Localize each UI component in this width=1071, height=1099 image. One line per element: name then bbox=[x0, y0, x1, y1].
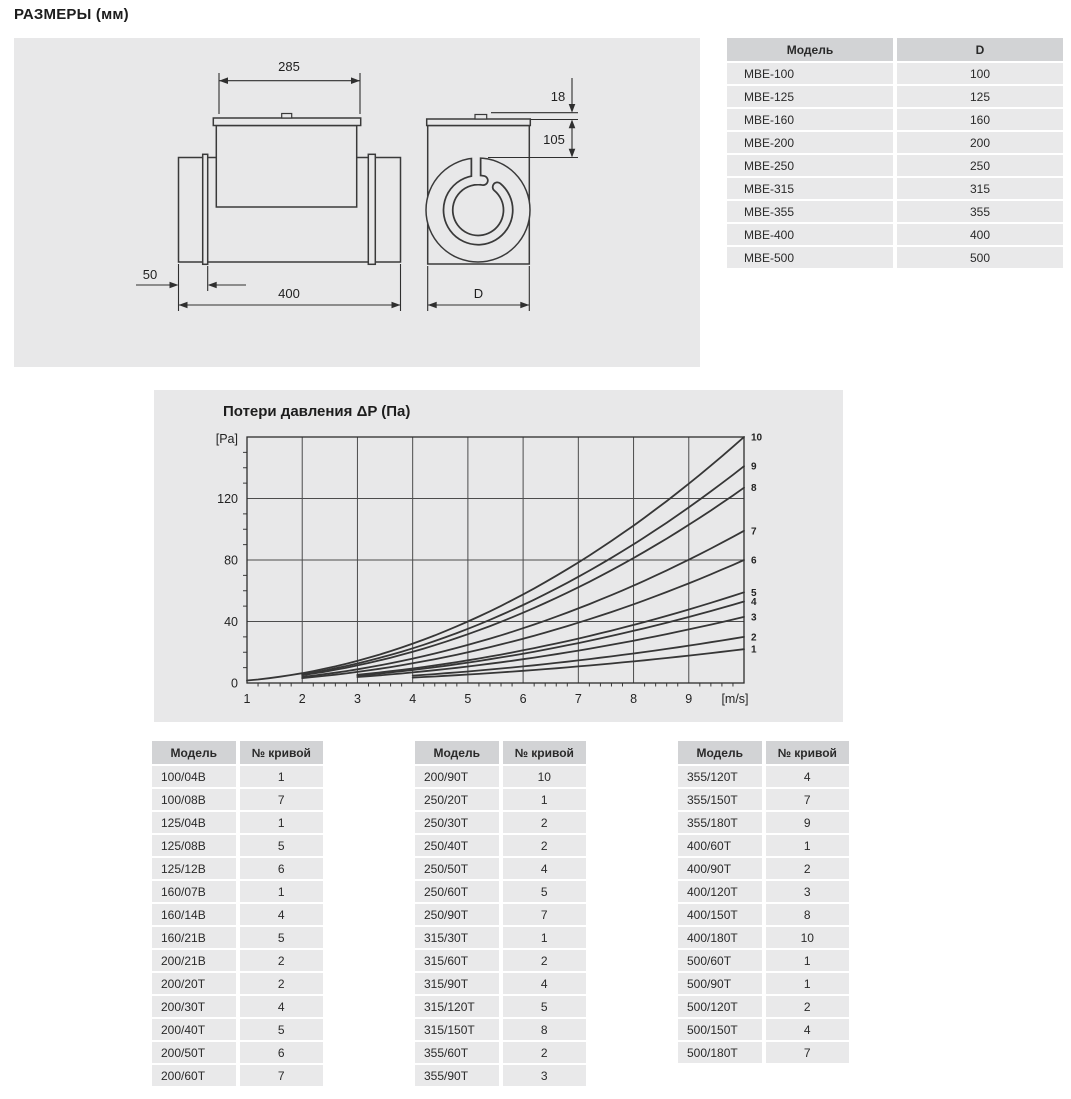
value-cell: 2 bbox=[503, 1042, 587, 1063]
table-row bbox=[415, 812, 586, 833]
table-header bbox=[727, 38, 1063, 61]
svg-text:2: 2 bbox=[298, 692, 306, 706]
model-cell: 125/08В bbox=[152, 835, 236, 856]
table-row bbox=[152, 812, 323, 833]
svg-text:0: 0 bbox=[231, 676, 238, 691]
model-cell: МВЕ-250 bbox=[727, 155, 893, 176]
value-cell: 10 bbox=[766, 927, 850, 948]
model-cell: 315/60Т bbox=[415, 950, 499, 971]
table-header bbox=[415, 741, 586, 764]
value-cell: 6 bbox=[240, 1042, 324, 1063]
table-row bbox=[152, 950, 323, 971]
table-row bbox=[415, 950, 586, 971]
model-cell: 200/30Т bbox=[152, 996, 236, 1017]
table-row bbox=[727, 224, 1063, 245]
model-cell: 160/07В bbox=[152, 881, 236, 902]
value-cell: 400 bbox=[897, 224, 1063, 245]
column-header-model: Модель bbox=[415, 741, 499, 764]
model-cell: 250/20Т bbox=[415, 789, 499, 810]
value-cell: 3 bbox=[503, 1065, 587, 1086]
svg-text:120: 120 bbox=[217, 492, 238, 506]
value-cell: 125 bbox=[897, 86, 1063, 107]
pressure-loss-chart bbox=[154, 390, 843, 722]
value-cell: 315 bbox=[897, 178, 1063, 199]
table-row bbox=[678, 835, 849, 856]
value-cell: 1 bbox=[503, 927, 587, 948]
value-cell: 8 bbox=[766, 904, 850, 925]
value-cell: 1 bbox=[766, 973, 850, 994]
table-row bbox=[415, 1019, 586, 1040]
dimension-400 bbox=[179, 264, 401, 311]
curve-label-8: 8 bbox=[751, 483, 757, 495]
value-cell: 9 bbox=[766, 812, 850, 833]
value-cell: 4 bbox=[766, 1019, 850, 1040]
curve-label-7: 7 bbox=[751, 526, 757, 538]
svg-text:1: 1 bbox=[243, 692, 251, 706]
arrow-left-icon bbox=[219, 77, 228, 84]
svg-text:9: 9 bbox=[685, 692, 693, 706]
dimension-50 bbox=[136, 264, 246, 311]
side-view bbox=[179, 114, 401, 265]
value-cell: 250 bbox=[897, 155, 1063, 176]
model-cell: МВЕ-315 bbox=[727, 178, 893, 199]
model-cell: 355/90Т bbox=[415, 1065, 499, 1086]
curve-label-2: 2 bbox=[751, 632, 757, 644]
value-cell: 4 bbox=[503, 973, 587, 994]
value-cell: 7 bbox=[240, 789, 324, 810]
value-cell: 2 bbox=[240, 973, 324, 994]
model-cell: 200/60Т bbox=[152, 1065, 236, 1086]
svg-text:80: 80 bbox=[224, 553, 238, 568]
table-row bbox=[727, 132, 1063, 153]
column-header-model: Модель bbox=[152, 741, 236, 764]
value-cell: 160 bbox=[897, 109, 1063, 130]
svg-text:4: 4 bbox=[409, 692, 417, 706]
value-cell: 5 bbox=[240, 927, 324, 948]
arrow-right-icon bbox=[170, 282, 179, 289]
dim-diameter-label: D bbox=[473, 286, 484, 301]
model-cell: 400/150Т bbox=[678, 904, 762, 925]
dimension-18 bbox=[491, 78, 578, 120]
cable-gland-front bbox=[475, 115, 487, 120]
table-row bbox=[678, 1042, 849, 1063]
model-cell: 315/30Т bbox=[415, 927, 499, 948]
value-cell: 5 bbox=[503, 996, 587, 1017]
value-cell: 2 bbox=[766, 996, 850, 1017]
curve-table-1 bbox=[152, 741, 323, 1088]
value-cell: 2 bbox=[503, 812, 587, 833]
table-row bbox=[727, 155, 1063, 176]
value-cell: 3 bbox=[766, 881, 850, 902]
table-header bbox=[678, 741, 849, 764]
value-cell: 500 bbox=[897, 247, 1063, 268]
model-cell: 355/60Т bbox=[415, 1042, 499, 1063]
table-row bbox=[152, 858, 323, 879]
model-cell: 250/40Т bbox=[415, 835, 499, 856]
dimension-D bbox=[428, 266, 530, 311]
table-row bbox=[678, 1019, 849, 1040]
model-diameter-table bbox=[727, 38, 1063, 270]
model-cell: 250/30Т bbox=[415, 812, 499, 833]
arrow-left-icon bbox=[208, 282, 217, 289]
svg-text:5: 5 bbox=[464, 692, 472, 706]
casing-lid-front bbox=[427, 119, 531, 126]
value-cell: 2 bbox=[503, 835, 587, 856]
table-header bbox=[152, 741, 323, 764]
value-cell: 5 bbox=[240, 835, 324, 856]
model-cell: 200/40Т bbox=[152, 1019, 236, 1040]
model-cell: 200/90Т bbox=[415, 766, 499, 787]
model-cell: 200/50Т bbox=[152, 1042, 236, 1063]
table-row bbox=[152, 973, 323, 994]
value-cell: 7 bbox=[240, 1065, 324, 1086]
value-cell: 4 bbox=[503, 858, 587, 879]
value-cell: 100 bbox=[897, 63, 1063, 84]
value-cell: 5 bbox=[503, 881, 587, 902]
value-cell: 355 bbox=[897, 201, 1063, 222]
dim-tab-height-label: 18 bbox=[550, 89, 566, 104]
value-cell: 1 bbox=[766, 950, 850, 971]
value-cell: 4 bbox=[240, 904, 324, 925]
value-cell: 2 bbox=[503, 950, 587, 971]
duct-heater-drawing bbox=[14, 38, 700, 367]
model-cell: 355/150Т bbox=[678, 789, 762, 810]
pressure-curve-10 bbox=[247, 437, 744, 681]
value-cell: 10 bbox=[503, 766, 587, 787]
value-cell: 8 bbox=[503, 1019, 587, 1040]
value-cell: 1 bbox=[240, 881, 324, 902]
value-cell: 1 bbox=[240, 812, 324, 833]
table-row bbox=[415, 996, 586, 1017]
table-row bbox=[152, 835, 323, 856]
model-cell: 400/180Т bbox=[678, 927, 762, 948]
x-unit-label: [m/s] bbox=[721, 692, 749, 706]
value-cell: 7 bbox=[766, 789, 850, 810]
value-cell: 2 bbox=[766, 858, 850, 879]
table-row bbox=[415, 927, 586, 948]
table-row bbox=[678, 996, 849, 1017]
arrow-right-icon bbox=[351, 77, 360, 84]
curve-label-5: 5 bbox=[751, 587, 757, 599]
table-row bbox=[415, 789, 586, 810]
value-cell: 5 bbox=[240, 1019, 324, 1040]
model-cell: 160/14В bbox=[152, 904, 236, 925]
value-cell: 7 bbox=[503, 904, 587, 925]
control-box bbox=[216, 126, 356, 208]
table-row bbox=[415, 1042, 586, 1063]
model-cell: 400/120Т bbox=[678, 881, 762, 902]
curve-label-4: 4 bbox=[751, 597, 757, 609]
arrow-right-icon bbox=[392, 302, 401, 309]
table-row bbox=[152, 996, 323, 1017]
table-row bbox=[678, 927, 849, 948]
axis-minor-ticks bbox=[243, 452, 733, 686]
svg-text:6: 6 bbox=[519, 692, 527, 706]
value-cell: 200 bbox=[897, 132, 1063, 153]
table-row bbox=[152, 927, 323, 948]
column-header-d: D bbox=[897, 38, 1063, 61]
model-cell: МВЕ-160 bbox=[727, 109, 893, 130]
model-cell: 100/08В bbox=[152, 789, 236, 810]
value-cell: 2 bbox=[240, 950, 324, 971]
svg-text:40: 40 bbox=[224, 615, 238, 629]
pressure-loss-chart-panel bbox=[154, 390, 843, 722]
table-row bbox=[727, 86, 1063, 107]
pressure-curve-4 bbox=[357, 602, 744, 676]
page-title: РАЗМЕРЫ (мм) bbox=[14, 6, 129, 23]
cable-gland bbox=[282, 114, 292, 119]
model-cell: 160/21В bbox=[152, 927, 236, 948]
model-cell: 315/150Т bbox=[415, 1019, 499, 1040]
model-cell: 500/60Т bbox=[678, 950, 762, 971]
value-cell: 6 bbox=[240, 858, 324, 879]
table-row bbox=[678, 858, 849, 879]
model-cell: 200/20Т bbox=[152, 973, 236, 994]
curve-label-1: 1 bbox=[751, 644, 757, 656]
value-cell: 1 bbox=[503, 789, 587, 810]
model-cell: МВЕ-355 bbox=[727, 201, 893, 222]
value-cell: 4 bbox=[240, 996, 324, 1017]
curve-label-10: 10 bbox=[751, 432, 763, 444]
table-row bbox=[727, 201, 1063, 222]
table-row bbox=[415, 835, 586, 856]
table-row bbox=[727, 109, 1063, 130]
table-row bbox=[152, 1065, 323, 1086]
x-axis-labels bbox=[244, 692, 749, 706]
y-axis-labels bbox=[216, 432, 238, 691]
table-row bbox=[415, 1065, 586, 1086]
flange-left bbox=[203, 154, 208, 264]
table-row bbox=[678, 904, 849, 925]
arrow-left-icon bbox=[428, 302, 437, 309]
curve-label-9: 9 bbox=[751, 461, 757, 473]
model-cell: 125/12В bbox=[152, 858, 236, 879]
table-row bbox=[678, 881, 849, 902]
model-cell: 250/90Т bbox=[415, 904, 499, 925]
curve-label-3: 3 bbox=[751, 612, 757, 624]
dim-box-width-label: 285 bbox=[278, 59, 300, 74]
table-row bbox=[678, 789, 849, 810]
model-cell: 500/120Т bbox=[678, 996, 762, 1017]
model-cell: МВЕ-125 bbox=[727, 86, 893, 107]
table-row bbox=[678, 766, 849, 787]
value-cell: 1 bbox=[766, 835, 850, 856]
value-cell: 1 bbox=[240, 766, 324, 787]
model-cell: 500/180Т bbox=[678, 1042, 762, 1063]
chart-title: Потери давления ΔP (Па) bbox=[223, 403, 411, 420]
model-cell: 500/90Т bbox=[678, 973, 762, 994]
model-cell: 250/60Т bbox=[415, 881, 499, 902]
arrow-down-icon bbox=[569, 104, 576, 113]
table-row bbox=[152, 789, 323, 810]
model-cell: 100/04В bbox=[152, 766, 236, 787]
column-header-curve: № кривой bbox=[240, 741, 324, 764]
table-row bbox=[152, 1042, 323, 1063]
column-header-curve: № кривой bbox=[503, 741, 587, 764]
arrow-down-icon bbox=[569, 149, 576, 158]
column-header-curve: № кривой bbox=[766, 741, 850, 764]
curve-table-3 bbox=[678, 741, 849, 1065]
model-cell: МВЕ-400 bbox=[727, 224, 893, 245]
column-header-model: Модель bbox=[678, 741, 762, 764]
table-row bbox=[152, 881, 323, 902]
table-row bbox=[415, 858, 586, 879]
model-cell: МВЕ-200 bbox=[727, 132, 893, 153]
table-row bbox=[415, 881, 586, 902]
table-row bbox=[727, 178, 1063, 199]
control-box-lid bbox=[213, 118, 360, 126]
curve-label-6: 6 bbox=[751, 555, 757, 567]
table-row bbox=[415, 904, 586, 925]
svg-text:8: 8 bbox=[630, 692, 638, 706]
table-row bbox=[678, 973, 849, 994]
table-row bbox=[678, 950, 849, 971]
column-header-model: Модель bbox=[727, 38, 893, 61]
model-cell: 400/90Т bbox=[678, 858, 762, 879]
value-cell: 4 bbox=[766, 766, 850, 787]
svg-text:7: 7 bbox=[574, 692, 582, 706]
model-cell: 250/50Т bbox=[415, 858, 499, 879]
arrow-right-icon bbox=[520, 302, 529, 309]
dim-length-label: 400 bbox=[278, 286, 300, 301]
model-cell: 400/60Т bbox=[678, 835, 762, 856]
dim-box-height-label: 105 bbox=[543, 132, 565, 147]
table-row bbox=[152, 904, 323, 925]
model-cell: МВЕ-500 bbox=[727, 247, 893, 268]
model-cell: 200/21В bbox=[152, 950, 236, 971]
table-row bbox=[152, 1019, 323, 1040]
table-row bbox=[415, 766, 586, 787]
table-row bbox=[415, 973, 586, 994]
model-cell: МВЕ-100 bbox=[727, 63, 893, 84]
model-cell: 500/150Т bbox=[678, 1019, 762, 1040]
arrow-left-icon bbox=[179, 302, 188, 309]
model-cell: 355/180Т bbox=[678, 812, 762, 833]
dim-flange-offset-label: 50 bbox=[142, 267, 158, 282]
dimension-285 bbox=[219, 59, 360, 114]
table-row bbox=[727, 247, 1063, 268]
table-row bbox=[727, 63, 1063, 84]
y-unit-label: [Pa] bbox=[215, 432, 238, 446]
model-cell: 355/120Т bbox=[678, 766, 762, 787]
table-row bbox=[678, 812, 849, 833]
svg-text:3: 3 bbox=[353, 692, 361, 706]
curve-table-2 bbox=[415, 741, 586, 1088]
model-cell: 315/90Т bbox=[415, 973, 499, 994]
table-row bbox=[152, 766, 323, 787]
model-cell: 125/04В bbox=[152, 812, 236, 833]
arrow-up-icon bbox=[569, 120, 576, 129]
dimensions-drawing-panel bbox=[14, 38, 700, 367]
flange-right bbox=[368, 154, 375, 264]
model-cell: 315/120Т bbox=[415, 996, 499, 1017]
value-cell: 7 bbox=[766, 1042, 850, 1063]
